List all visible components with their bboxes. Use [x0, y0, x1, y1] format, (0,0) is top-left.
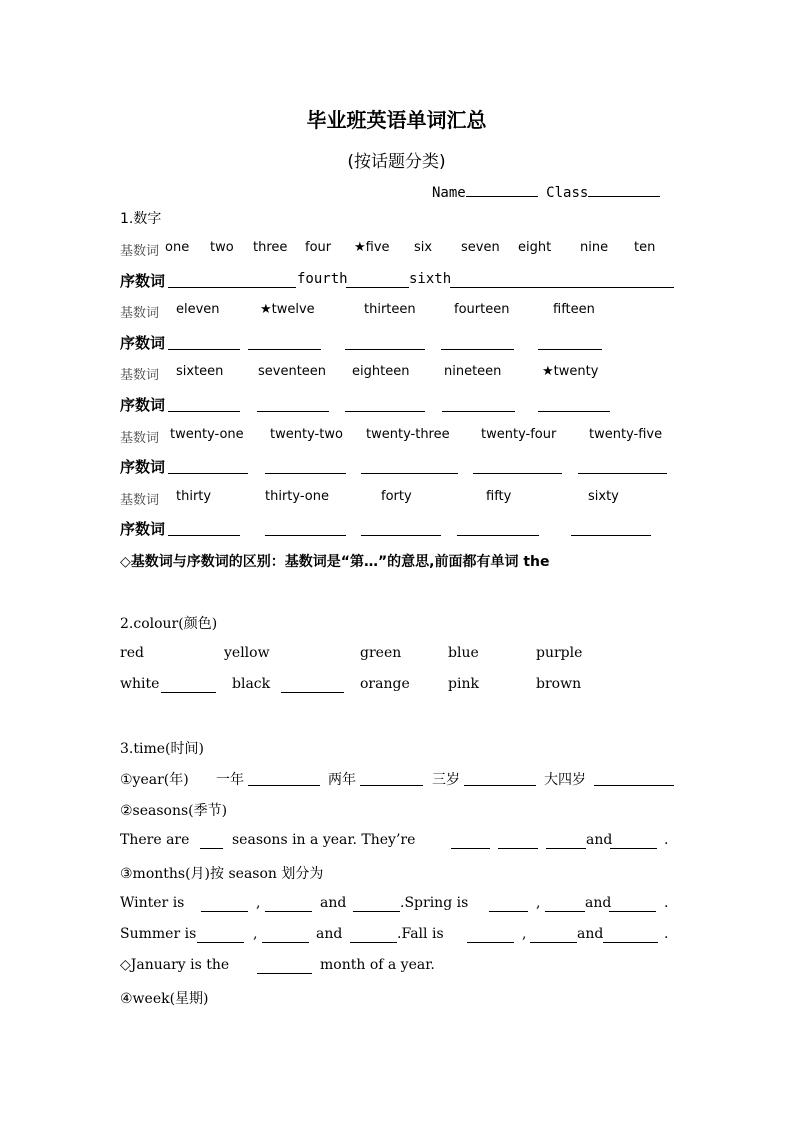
cardinal-label: 基数词 [120, 431, 160, 446]
cardinal-word: nineteen [444, 364, 502, 379]
cardinal-word: four [305, 240, 332, 255]
month-blank[interactable] [201, 911, 248, 912]
year-blank[interactable] [248, 785, 320, 786]
cardinal-word: three [253, 240, 288, 255]
colour-word: yellow [224, 645, 270, 661]
comma-text: , [522, 926, 527, 942]
season-blank[interactable] [610, 848, 657, 849]
cardinal-word: thirteen [364, 302, 416, 317]
month-blank[interactable] [467, 942, 514, 943]
season-blank[interactable] [451, 848, 490, 849]
year-blank[interactable] [464, 785, 536, 786]
year-item: 大四岁 [544, 772, 586, 788]
winter-text: Winter is [120, 895, 185, 911]
class-label: Class [546, 185, 589, 201]
ordinal-blank[interactable] [441, 349, 514, 350]
seasons-sentence-start: There are [120, 832, 190, 848]
ordinal-blank[interactable] [168, 535, 240, 536]
page-title: 毕业班英语单词汇总 [306, 108, 487, 132]
and-text: and [316, 926, 343, 942]
cardinal-word: twenty-five [589, 427, 663, 442]
ordinal-label: 序数词 [120, 520, 166, 538]
ordinal-hint: sixth [409, 271, 452, 287]
year-blank[interactable] [594, 785, 674, 786]
class-blank[interactable] [588, 182, 660, 197]
year-item: 两年 [328, 772, 356, 788]
ordinal-blank[interactable] [578, 473, 667, 474]
period-text: . [664, 832, 669, 848]
colour-word: red [120, 645, 144, 661]
ordinal-blank[interactable] [361, 535, 441, 536]
year-item: 三岁 [432, 772, 460, 788]
ordinal-blank[interactable] [168, 349, 240, 350]
colour-word: blue [448, 645, 479, 661]
season-blank[interactable] [498, 848, 538, 849]
comma-text: , [536, 895, 541, 911]
fall-text: .Fall is [397, 926, 444, 942]
ordinal-blank[interactable] [265, 535, 346, 536]
numbers-note: ◇基数词与序数词的区别：基数词是“第…”的意思,前面都有单词 the [120, 554, 550, 570]
colour-word: white [120, 676, 160, 692]
month-blank[interactable] [353, 911, 400, 912]
ordinal-label: 序数词 [120, 458, 166, 476]
month-blank[interactable] [530, 942, 577, 943]
ordinal-blank[interactable] [168, 287, 296, 288]
month-blank[interactable] [609, 911, 656, 912]
cardinal-label: 基数词 [120, 306, 160, 321]
cardinal-word: sixty [588, 489, 619, 504]
january-text-start: ◇January is the [120, 957, 230, 973]
cardinal-word: twenty-three [366, 427, 450, 442]
cardinal-word: fifteen [553, 302, 595, 317]
ordinal-blank[interactable] [442, 411, 515, 412]
january-text-end: month of a year. [320, 957, 435, 973]
year-item: 一年 [216, 772, 244, 788]
seasons-sentence-mid: seasons in a year. They’re [232, 832, 416, 848]
comma-text: , [256, 895, 261, 911]
section-numbers-heading: 1.数字 [120, 211, 162, 227]
section-colour-heading: 2.colour(颜色) [120, 616, 218, 632]
cardinal-label: 基数词 [120, 493, 160, 508]
and-text: and [577, 926, 604, 942]
year-blank[interactable] [360, 785, 423, 786]
summer-text: Summer is [120, 926, 197, 942]
section-time-heading: 3.time(时间) [120, 741, 204, 757]
comma-text: , [253, 926, 258, 942]
cardinal-word: thirty-one [265, 489, 329, 504]
ordinal-blank[interactable] [265, 473, 346, 474]
cardinal-word: eleven [176, 302, 220, 317]
ordinal-blank[interactable] [248, 349, 321, 350]
cardinal-word: ten [634, 240, 656, 255]
ordinal-blank[interactable] [538, 411, 610, 412]
months-label: ③months(月)按 season 划分为 [120, 866, 324, 882]
cardinal-word: fourteen [454, 302, 510, 317]
colour-word: brown [536, 676, 582, 692]
cardinal-word: twenty-one [170, 427, 244, 442]
cardinal-word: ★twenty [542, 364, 599, 379]
january-blank[interactable] [257, 973, 312, 974]
ordinal-label: 序数词 [120, 334, 166, 352]
page-subtitle: (按话题分类) [347, 152, 446, 172]
cardinal-word: seven [461, 240, 500, 255]
month-blank[interactable] [489, 911, 528, 912]
period-text: . [664, 926, 669, 942]
cardinal-word: twenty-two [270, 427, 343, 442]
colour-blank[interactable] [161, 692, 216, 693]
name-field-group [432, 182, 660, 201]
ordinal-blank[interactable] [346, 287, 409, 288]
cardinal-word: seventeen [258, 364, 327, 379]
cardinal-word: twenty-four [481, 427, 557, 442]
cardinal-label: 基数词 [120, 244, 160, 259]
cardinal-word: ★five [354, 240, 390, 255]
season-blank[interactable] [546, 848, 586, 849]
cardinal-word: forty [381, 489, 412, 504]
month-blank[interactable] [603, 942, 658, 943]
cardinal-word: sixteen [176, 364, 224, 379]
cardinal-word: thirty [176, 489, 212, 504]
cardinal-word: nine [580, 240, 609, 255]
ordinal-blank[interactable] [361, 473, 458, 474]
cardinal-word: eighteen [352, 364, 410, 379]
colour-word: orange [360, 676, 410, 692]
ordinal-blank[interactable] [571, 535, 651, 536]
colour-word: purple [536, 645, 583, 661]
and-text: and [320, 895, 347, 911]
seasons-label: ②seasons(季节) [120, 803, 228, 819]
ordinal-blank[interactable] [168, 473, 248, 474]
ordinal-blank[interactable] [473, 473, 562, 474]
month-blank[interactable] [545, 911, 585, 912]
name-label: Name [432, 185, 466, 201]
cardinal-word: eight [518, 240, 552, 255]
seasons-count-blank[interactable] [200, 848, 223, 849]
cardinal-word: six [414, 240, 433, 255]
and-text: and [586, 832, 613, 848]
cardinal-label: 基数词 [120, 368, 160, 383]
ordinal-blank[interactable] [538, 349, 602, 350]
ordinal-label: 序数词 [120, 396, 166, 414]
ordinal-label: 序数词 [120, 272, 166, 290]
spring-text: .Spring is [400, 895, 469, 911]
colour-word: black [232, 676, 271, 692]
cardinal-word: one [165, 240, 190, 255]
ordinal-blank[interactable] [450, 287, 674, 288]
ordinal-hint: fourth [297, 271, 348, 287]
name-blank[interactable] [466, 182, 538, 197]
and-text: and [585, 895, 612, 911]
ordinal-blank[interactable] [457, 535, 539, 536]
cardinal-word: two [210, 240, 234, 255]
year-label: ①year(年) [120, 772, 189, 788]
week-label: ④week(星期) [120, 991, 209, 1007]
ordinal-blank[interactable] [168, 411, 240, 412]
period-text: . [664, 895, 669, 911]
month-blank[interactable] [265, 911, 312, 912]
colour-blank[interactable] [281, 692, 344, 693]
cardinal-word: ★twelve [260, 302, 315, 317]
ordinal-blank[interactable] [345, 411, 425, 412]
month-blank[interactable] [350, 942, 397, 943]
colour-word: pink [448, 676, 479, 692]
month-blank[interactable] [197, 942, 244, 943]
ordinal-blank[interactable] [257, 411, 329, 412]
ordinal-blank[interactable] [345, 349, 425, 350]
month-blank[interactable] [262, 942, 309, 943]
cardinal-word: fifty [486, 489, 512, 504]
colour-word: green [360, 645, 402, 661]
